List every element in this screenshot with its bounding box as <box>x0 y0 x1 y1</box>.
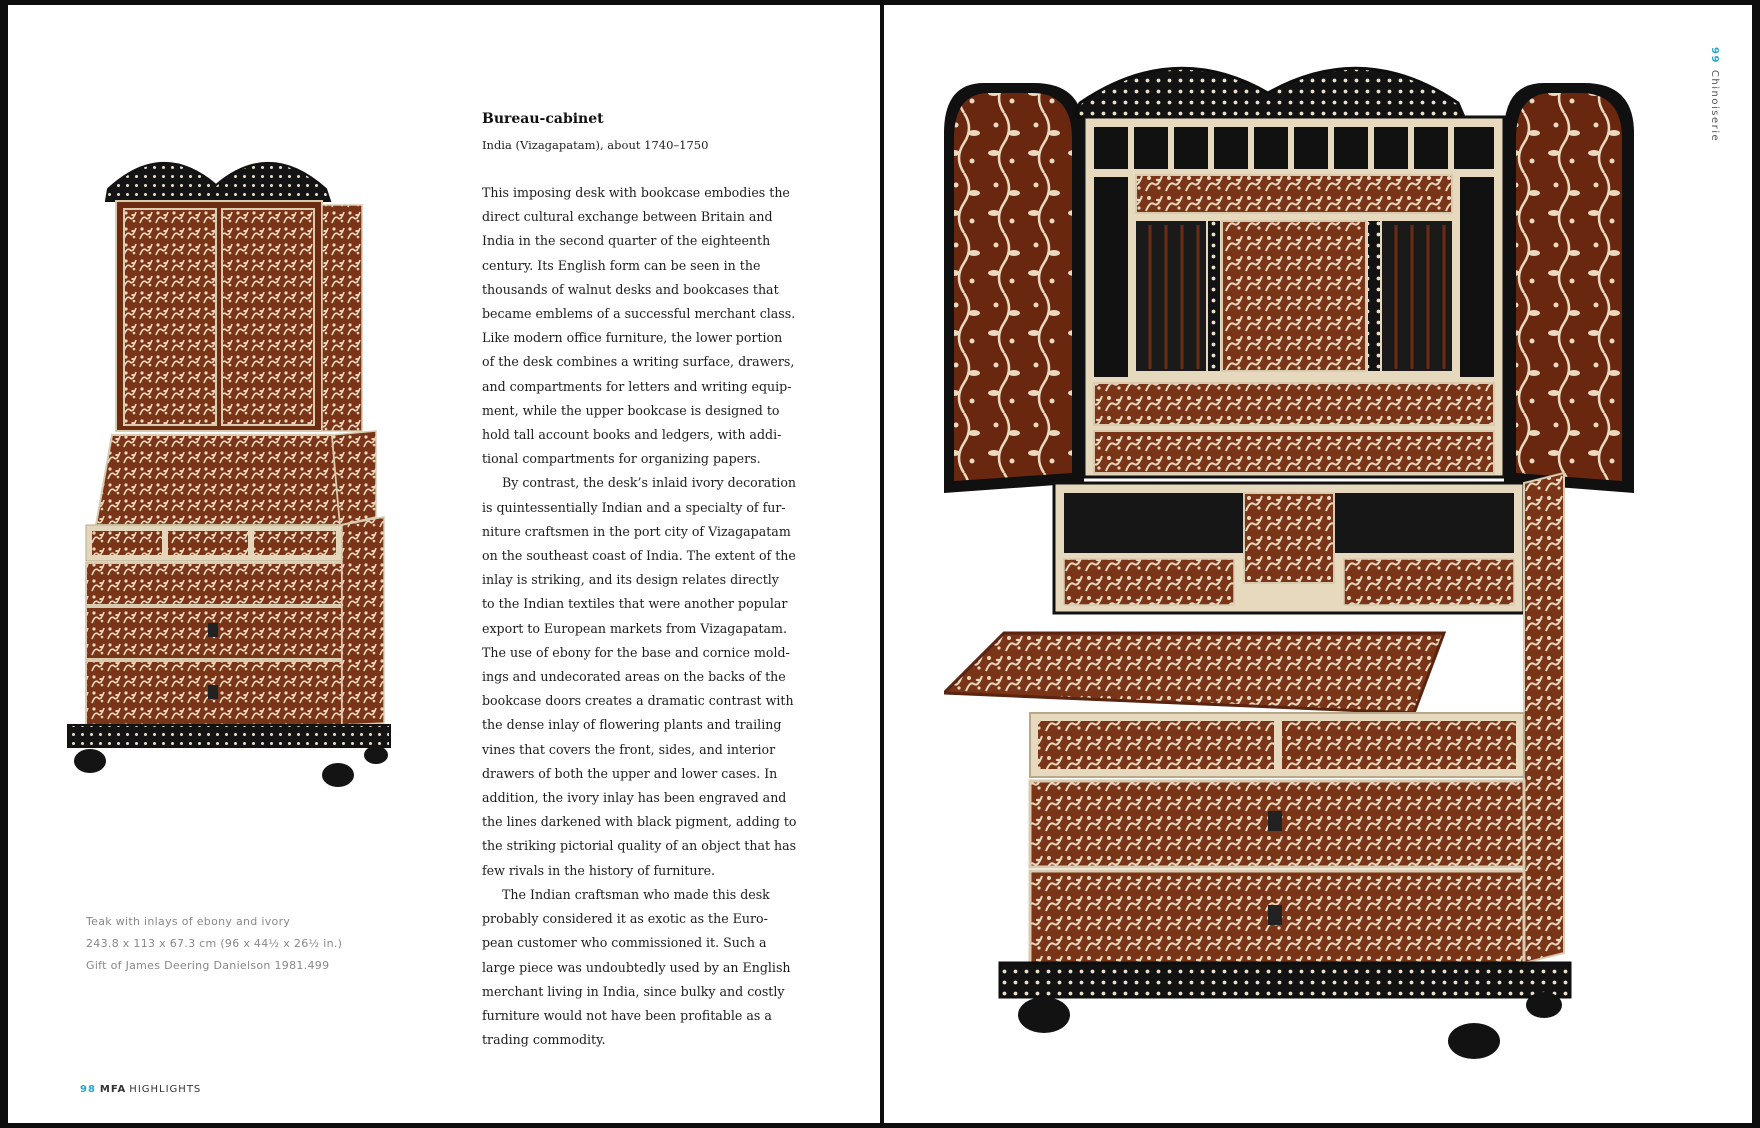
body-text-line: hold tall account books and ledgers, with addi- <box>482 427 782 443</box>
body-text-line: merchant living in India, since bulky and costly <box>482 983 785 999</box>
body-text-line: the striking pictorial quality of an object that has <box>482 838 797 854</box>
dimensions-text: 243.8 x 113 x 67.3 cm (96 x 44½ x 26½ in.) <box>86 937 343 950</box>
body-text-line: to the Indian textiles that were another popular <box>482 596 788 612</box>
body-text-line: inlay is striking, and its design relates directly <box>482 572 779 588</box>
gift-accession-text: Gift of James Deering Danielson 1981.499 <box>86 959 330 972</box>
left-page <box>8 5 880 1123</box>
body-text-line: the lines darkened with black pigment, adding to <box>482 814 797 830</box>
body-text-line: vines that covers the front, sides, and interior <box>482 741 776 757</box>
body-text-line: the dense inlay of flowering plants and trailing <box>482 717 782 733</box>
body-text-line: ment, while the upper bookcase is designed to <box>482 402 780 418</box>
body-text-line: century. Its English form can be seen in the <box>482 257 761 273</box>
body-text <box>482 181 822 1052</box>
bureau-cabinet-open-photo <box>944 53 1644 1083</box>
object-origin-date: India (Vizagapatam), about 1740–1750 <box>482 138 709 152</box>
body-text-line: and compartments for letters and writing equip- <box>482 378 792 394</box>
body-text-line: became emblems of a successful merchant class. <box>482 306 796 322</box>
body-text-line: thousands of walnut desks and bookcases that <box>482 281 779 297</box>
bureau-cabinet-closed-photo <box>42 145 442 865</box>
body-text-line: on the southeast coast of India. The extent of the <box>482 548 796 564</box>
body-text-line: direct cultural exchange between Britain and <box>482 209 773 225</box>
body-text-line: addition, the ivory inlay has been engraved and <box>482 790 787 806</box>
body-text-line: probably considered it as exotic as the Euro- <box>482 911 768 927</box>
body-text-line: ings and undecorated areas on the backs of the <box>482 669 786 685</box>
body-text-line: niture craftsmen in the port city of Vizagapatam <box>482 523 791 539</box>
body-text-line: trading commodity. <box>482 1032 606 1048</box>
body-text-line: The use of ebony for the base and cornice mold- <box>482 644 790 660</box>
body-text-line: By contrast, the desk’s inlaid ivory decoration <box>502 475 797 491</box>
body-text-line: Like modern office furniture, the lower portion <box>482 330 783 346</box>
body-text-line: furniture would not have been profitable as a <box>482 1007 772 1023</box>
body-text-line: bookcase doors creates a dramatic contrast with <box>482 693 794 709</box>
body-text-line: This imposing desk with bookcase embodies the <box>482 185 790 200</box>
body-text-line: few rivals in the history of furniture. <box>482 862 716 878</box>
page-number: 98 <box>80 1084 96 1095</box>
object-title: Bureau-cabinet <box>482 111 604 127</box>
publication-brand: MFA <box>99 1084 127 1095</box>
body-text-line: of the desk combines a writing surface, drawers, <box>482 354 795 370</box>
body-text-line: export to European markets from Vizagapatam. <box>482 620 787 636</box>
body-text-line: drawers of both the upper and lower cases. In <box>482 765 778 781</box>
object-credit-line <box>86 911 342 977</box>
publication-title: HIGHLIGHTS <box>129 1084 202 1095</box>
body-text-line: India in the second quarter of the eighteenth <box>482 233 771 249</box>
body-text-line: tional compartments for organizing papers. <box>482 451 761 467</box>
body-text-line: is quintessentially Indian and a specialty of fur- <box>482 499 786 515</box>
body-text-line: pean customer who commissioned it. Such a <box>482 935 767 951</box>
page-number: 99 <box>1709 47 1720 64</box>
section-label: Chinoiserie <box>1709 69 1720 143</box>
body-text-line: large piece was undoubtedly used by an English <box>482 959 791 975</box>
section-tab <box>1702 41 1738 161</box>
page-folio-left <box>80 1084 201 1095</box>
right-page <box>884 5 1752 1123</box>
body-text-line: The Indian craftsman who made this desk <box>502 886 770 902</box>
medium-text: Teak with inlays of ebony and ivory <box>86 915 291 928</box>
